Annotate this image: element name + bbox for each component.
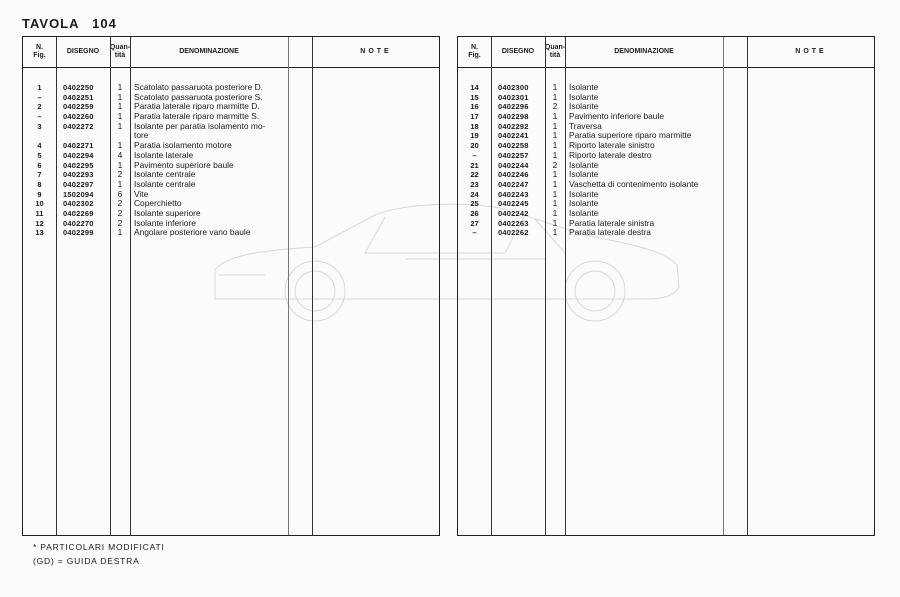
row-drawing-number: 0402257 [498, 150, 529, 160]
parts-table-right [457, 36, 875, 536]
row-fig-number: 5 [37, 150, 42, 160]
row-description: Paratia laterale riparo marmitte S. [134, 111, 260, 122]
table-row [23, 141, 439, 151]
row-quantity: 2 [552, 101, 558, 112]
row-fig-number: 24 [470, 189, 479, 199]
row-description: Isolante [569, 198, 599, 209]
row-fig-number: 17 [470, 112, 479, 122]
row-drawing-number: 1502094 [63, 189, 94, 199]
row-quantity: 1 [552, 82, 558, 92]
rows-right [458, 83, 874, 238]
row-description: Paratia laterale riparo marmitte D. [134, 101, 260, 112]
row-drawing-number: 0402244 [498, 160, 529, 170]
row-quantity: 1 [552, 111, 558, 122]
row-drawing-number: 0402293 [63, 170, 94, 180]
row-fig-number: 26 [470, 208, 479, 218]
row-description: Vite [134, 188, 149, 199]
row-fig-number: 12 [35, 218, 44, 228]
row-fig-number: 21 [470, 160, 479, 170]
row-drawing-number: 0402295 [63, 160, 94, 170]
row-fig-number: 19 [470, 131, 479, 141]
row-description: Isolante centrale [134, 169, 196, 180]
row-description: Isolante superiore [134, 207, 201, 218]
row-quantity: 1 [552, 130, 558, 141]
header-quantita: Quan- tità [544, 44, 566, 59]
row-description: Pavimento superiore baule [134, 159, 234, 170]
row-description: Paratia superiore riparo marmitte [569, 130, 692, 141]
row-description: Scatolato passaruota posteriore S. [134, 91, 263, 102]
table-row [23, 180, 439, 190]
header-nfig: N. Fig. [468, 44, 481, 59]
row-quantity: 2 [117, 169, 123, 180]
row-quantity: 1 [117, 140, 123, 151]
row-drawing-number: 0402299 [63, 228, 94, 238]
row-quantity: 1 [117, 111, 123, 122]
header-nfig: N. Fig. [33, 44, 46, 59]
row-fig-number: 13 [35, 228, 44, 238]
table-row [23, 190, 439, 200]
row-description: Isolante centrale [134, 178, 196, 189]
title-number: 104 [92, 16, 117, 31]
table-row [23, 170, 439, 180]
row-fig-number: 20 [470, 141, 479, 151]
title-label: TAVOLA [22, 16, 80, 31]
row-fig-number: 23 [470, 179, 479, 189]
header-quantita: Quan- tità [109, 44, 131, 59]
footnote-modified-parts: * PARTICOLARI MODIFICATI [33, 542, 165, 552]
header-denominazione: DENOMINAZIONE [179, 48, 239, 55]
row-quantity: 1 [552, 91, 558, 102]
row-fig-number: 2 [37, 102, 42, 112]
table-header [458, 37, 874, 68]
row-quantity: 1 [552, 217, 558, 228]
row-drawing-number: 0402294 [63, 150, 94, 160]
row-quantity: 6 [117, 188, 123, 199]
row-drawing-number: 0402271 [63, 141, 94, 151]
row-fig-number: – [37, 112, 42, 122]
row-fig-number: 16 [470, 102, 479, 112]
table-row [23, 228, 439, 238]
row-fig-number: 4 [37, 141, 42, 151]
row-drawing-number: 0402260 [63, 112, 94, 122]
table-row [458, 112, 874, 122]
table-row [458, 161, 874, 171]
row-description: Scatolato passaruota posteriore D. [134, 82, 263, 92]
table-header [23, 37, 439, 68]
row-drawing-number: 0402247 [498, 179, 529, 189]
row-description: Isolante per paratia isolamento mo- [134, 120, 266, 131]
row-fig-number: 14 [470, 83, 479, 92]
row-fig-number: 10 [35, 199, 44, 209]
row-description: Isolante [569, 101, 599, 112]
row-description: Isolante inferiore [134, 217, 196, 228]
row-drawing-number: 0402292 [498, 121, 529, 131]
row-description: Isolante [569, 159, 599, 170]
row-description: Isolante [569, 91, 599, 102]
table-row [458, 141, 874, 151]
row-quantity: 2 [552, 159, 558, 170]
row-fig-number: 15 [470, 92, 479, 102]
row-description: Isolante [569, 169, 599, 180]
row-quantity: 2 [117, 217, 123, 228]
row-drawing-number: 0402258 [498, 141, 529, 151]
row-description: Vaschetta di contenimento isolante [569, 178, 699, 189]
row-quantity: 2 [117, 207, 123, 218]
row-quantity: 1 [552, 188, 558, 199]
row-drawing-number: 0402302 [63, 199, 94, 209]
table-row [23, 161, 439, 171]
page-title [22, 16, 125, 31]
row-description: Traversa [569, 120, 602, 131]
row-fig-number: 22 [470, 170, 479, 180]
row-drawing-number: 0402241 [498, 131, 529, 141]
table-row [23, 122, 439, 132]
row-quantity: 1 [552, 149, 558, 160]
row-fig-number: 8 [37, 179, 42, 189]
row-drawing-number: 0402262 [498, 228, 529, 238]
row-drawing-number: 0402245 [498, 199, 529, 209]
row-drawing-number: 0402242 [498, 208, 529, 218]
row-description: Isolante [569, 82, 599, 92]
row-drawing-number: 0402263 [498, 218, 529, 228]
footnote-right-hand-drive: (GD) = GUIDA DESTRA [33, 556, 140, 566]
row-drawing-number: 0402272 [63, 121, 94, 131]
row-drawing-number: 0402243 [498, 189, 529, 199]
row-drawing-number: 0402246 [498, 170, 529, 180]
row-drawing-number: 0402300 [498, 83, 529, 92]
row-quantity: 1 [552, 178, 558, 189]
row-description: Isolante laterale [134, 149, 194, 160]
row-fig-number: 6 [37, 160, 42, 170]
row-description: Paratia laterale sinistra [569, 217, 655, 228]
row-quantity: 1 [117, 91, 123, 102]
row-drawing-number: 0402298 [498, 112, 529, 122]
row-drawing-number: 0402251 [63, 92, 94, 102]
row-drawing-number: 0402296 [498, 102, 529, 112]
row-drawing-number: 0402269 [63, 208, 94, 218]
row-quantity: 1 [552, 169, 558, 180]
row-quantity: 1 [552, 120, 558, 131]
row-quantity: 1 [117, 82, 123, 92]
rows-left [23, 83, 439, 238]
row-description: Angolare posteriore vano baule [134, 227, 251, 238]
row-description: Paratia isolamento motore [134, 140, 232, 151]
row-quantity: 1 [552, 140, 558, 151]
row-quantity: 1 [552, 227, 558, 238]
row-fig-number: 27 [470, 218, 479, 228]
row-description: Coperchietto [134, 198, 182, 209]
row-drawing-number: 0402297 [63, 179, 94, 189]
row-fig-number: 1 [37, 83, 42, 92]
row-quantity: 1 [117, 178, 123, 189]
table-row [23, 199, 439, 209]
row-fig-number: 7 [37, 170, 42, 180]
parts-table-left [22, 36, 440, 536]
row-description: Riporto laterale sinistro [569, 140, 655, 151]
table-row [458, 102, 874, 112]
row-description: Isolante [569, 207, 599, 218]
header-disegno: DISEGNO [66, 48, 100, 55]
table-row [23, 209, 439, 219]
row-fig-number: 25 [470, 199, 479, 209]
table-row [458, 190, 874, 200]
header-disegno: DISEGNO [501, 48, 535, 55]
row-drawing-number: 0402259 [63, 102, 94, 112]
table-row [458, 199, 874, 209]
row-quantity: 1 [117, 120, 123, 131]
header-note: NOTE [360, 48, 392, 55]
row-quantity: 1 [117, 227, 123, 238]
table-row [458, 151, 874, 161]
table-row [458, 83, 874, 93]
row-quantity: 1 [552, 198, 558, 209]
row-fig-number: 18 [470, 121, 479, 131]
table-row [458, 131, 874, 141]
row-quantity: 1 [552, 207, 558, 218]
table-row [458, 93, 874, 103]
header-denominazione: DENOMINAZIONE [614, 48, 674, 55]
row-fig-number: – [472, 150, 477, 160]
row-fig-number: 9 [37, 189, 42, 199]
row-quantity: 1 [117, 101, 123, 112]
row-description: Isolante [569, 188, 599, 199]
row-description: Paratia laterale destra [569, 227, 651, 238]
row-description: Riporto laterale destro [569, 149, 652, 160]
table-row [458, 228, 874, 238]
row-fig-number: – [472, 228, 477, 238]
row-fig-number: – [37, 92, 42, 102]
row-quantity: 2 [117, 198, 123, 209]
table-row [458, 180, 874, 190]
row-drawing-number: 0402301 [498, 92, 529, 102]
row-description: Pavimento inferiore baule [569, 111, 664, 122]
row-fig-number: 3 [37, 121, 42, 131]
row-description: tore [134, 130, 149, 141]
header-note: NOTE [795, 48, 827, 55]
table-row [458, 219, 874, 229]
row-quantity: 4 [117, 149, 123, 160]
row-drawing-number: 0402250 [63, 83, 94, 92]
table-row [458, 209, 874, 219]
row-quantity: 1 [117, 159, 123, 170]
row-drawing-number: 0402270 [63, 218, 94, 228]
row-fig-number: 11 [35, 208, 44, 218]
